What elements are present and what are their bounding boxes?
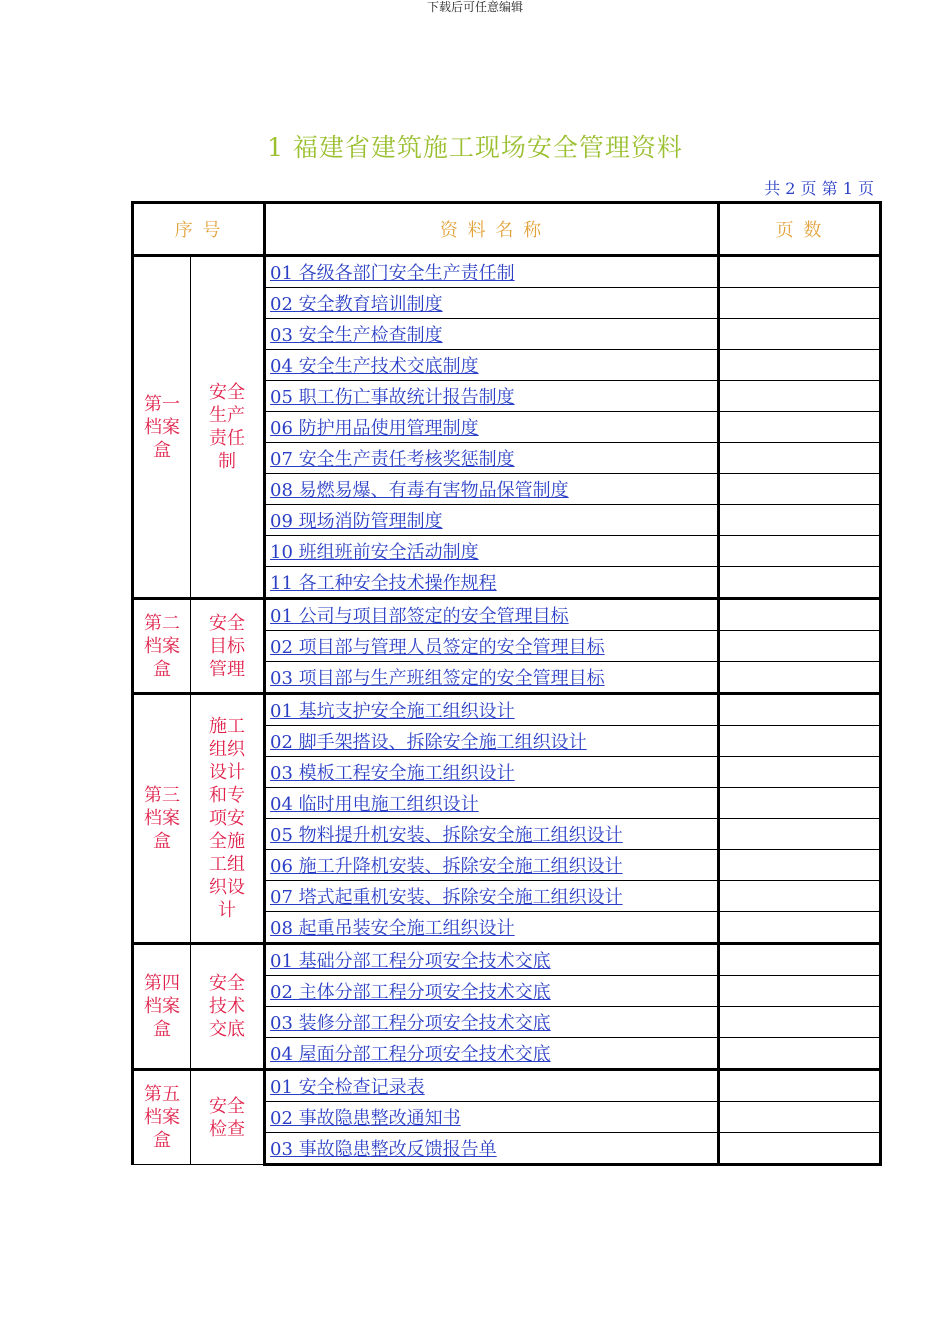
- document-link[interactable]: 01 安全检查记录表: [270, 1077, 425, 1098]
- document-link[interactable]: 03 安全生产检查制度: [270, 325, 443, 346]
- page-count-cell: [719, 319, 881, 350]
- page-info: 共 2 页 第 1 页: [764, 179, 874, 198]
- document-link[interactable]: 01 公司与项目部签定的安全管理目标: [270, 606, 569, 627]
- document-name-cell: [265, 1070, 719, 1102]
- page-count-cell: [719, 662, 881, 694]
- document-name-cell: [265, 788, 719, 819]
- document-name-cell: [265, 662, 719, 694]
- document-link[interactable]: 03 项目部与生产班组签定的安全管理目标: [270, 668, 605, 689]
- page-count-cell: [719, 757, 881, 788]
- page-count-cell: [719, 1070, 881, 1102]
- column-header-seq: 序 号: [133, 203, 265, 256]
- document-name-cell: [265, 256, 719, 288]
- page-count-cell: [719, 288, 881, 319]
- table-row: [133, 256, 881, 288]
- document-link[interactable]: 05 物料提升机安装、拆除安全施工组织设计: [270, 825, 623, 846]
- document-name-cell: [265, 944, 719, 976]
- document-name-cell: [265, 350, 719, 381]
- category-label: 安全 检查: [191, 1070, 265, 1165]
- page-count-cell: [719, 1038, 881, 1070]
- document-link[interactable]: 06 防护用品使用管理制度: [270, 418, 479, 439]
- header-note: 下载后可任意编辑: [426, 0, 523, 14]
- archive-box-label: 第五 档案 盒: [133, 1070, 191, 1165]
- document-link[interactable]: 05 职工伤亡事故统计报告制度: [270, 387, 515, 408]
- category-label: 安全 技术 交底: [191, 944, 265, 1070]
- page-count-cell: [719, 631, 881, 662]
- table-row: [133, 599, 881, 631]
- table-row: [133, 1070, 881, 1102]
- page-count-cell: [719, 1102, 881, 1133]
- page-count-cell: [719, 474, 881, 505]
- page-count-cell: [719, 381, 881, 412]
- document-name-cell: [265, 288, 719, 319]
- document-name-cell: [265, 976, 719, 1007]
- document-name-cell: [265, 1102, 719, 1133]
- document-name-cell: [265, 1133, 719, 1165]
- document-link[interactable]: 07 安全生产责任考核奖惩制度: [270, 449, 515, 470]
- document-link[interactable]: 03 模板工程安全施工组织设计: [270, 763, 515, 784]
- document-link[interactable]: 10 班组班前安全活动制度: [270, 542, 479, 563]
- document-link[interactable]: 09 现场消防管理制度: [270, 511, 443, 532]
- document-name-cell: [265, 536, 719, 567]
- document-link[interactable]: 04 屋面分部工程分项安全技术交底: [270, 1044, 551, 1065]
- document-name-cell: [265, 505, 719, 536]
- document-link[interactable]: 08 起重吊装安全施工组织设计: [270, 918, 515, 939]
- page-count-cell: [719, 567, 881, 599]
- page-count-cell: [719, 412, 881, 443]
- page-count-cell: [719, 788, 881, 819]
- page-count-cell: [719, 976, 881, 1007]
- page-count-cell: [719, 912, 881, 944]
- table-row: [133, 694, 881, 726]
- page-count-cell: [719, 819, 881, 850]
- document-link[interactable]: 03 事故隐患整改反馈报告单: [270, 1139, 497, 1160]
- document-link[interactable]: 02 安全教育培训制度: [270, 294, 443, 315]
- archive-box-label: 第四 档案 盒: [133, 944, 191, 1070]
- document-name-cell: [265, 631, 719, 662]
- table-body: [133, 256, 881, 1165]
- page-count-cell: [719, 505, 881, 536]
- page-count-cell: [719, 536, 881, 567]
- page-title: 1 福建省建筑施工现场安全管理资料: [267, 133, 683, 162]
- page-count-cell: [719, 1133, 881, 1165]
- document-name-cell: [265, 819, 719, 850]
- document-link[interactable]: 06 施工升降机安装、拆除安全施工组织设计: [270, 856, 623, 877]
- category-label: 安全 生产 责任 制: [191, 256, 265, 599]
- document-link[interactable]: 07 塔式起重机安装、拆除安全施工组织设计: [270, 887, 623, 908]
- document-name-cell: [265, 1038, 719, 1070]
- document-name-cell: [265, 694, 719, 726]
- document-name-cell: [265, 1007, 719, 1038]
- page-count-cell: [719, 443, 881, 474]
- document-link[interactable]: 04 临时用电施工组织设计: [270, 794, 479, 815]
- archive-box-label: 第三 档案 盒: [133, 694, 191, 944]
- document-name-cell: [265, 443, 719, 474]
- document-name-cell: [265, 881, 719, 912]
- document-name-cell: [265, 412, 719, 443]
- document-link[interactable]: 02 事故隐患整改通知书: [270, 1108, 461, 1129]
- table-row: [133, 944, 881, 976]
- page-count-cell: [719, 694, 881, 726]
- document-name-cell: [265, 599, 719, 631]
- document-name-cell: [265, 567, 719, 599]
- category-label: 安全 目标 管理: [191, 599, 265, 694]
- document-link[interactable]: 11 各工种安全技术操作规程: [270, 573, 497, 594]
- page-count-cell: [719, 599, 881, 631]
- document-link[interactable]: 01 基础分部工程分项安全技术交底: [270, 951, 551, 972]
- column-header-name: 资 料 名 称: [265, 203, 719, 256]
- page-count-cell: [719, 256, 881, 288]
- archive-box-label: 第二 档案 盒: [133, 599, 191, 694]
- page-count-cell: [719, 944, 881, 976]
- document-link[interactable]: 02 项目部与管理人员签定的安全管理目标: [270, 637, 605, 658]
- document-name-cell: [265, 757, 719, 788]
- document-link[interactable]: 01 基坑支护安全施工组织设计: [270, 701, 515, 722]
- archive-box-label: 第一 档案 盒: [133, 256, 191, 599]
- document-link[interactable]: 03 装修分部工程分项安全技术交底: [270, 1013, 551, 1034]
- document-name-cell: [265, 726, 719, 757]
- document-name-cell: [265, 912, 719, 944]
- page-count-cell: [719, 881, 881, 912]
- page-count-cell: [719, 1007, 881, 1038]
- column-header-pages: 页 数: [719, 203, 881, 256]
- document-name-cell: [265, 850, 719, 881]
- document-name-cell: [265, 474, 719, 505]
- page-count-cell: [719, 850, 881, 881]
- document-link[interactable]: 02 脚手架搭设、拆除安全施工组织设计: [270, 732, 587, 753]
- document-name-cell: [265, 381, 719, 412]
- document-link[interactable]: 01 各级各部门安全生产责任制: [270, 263, 515, 284]
- document-link[interactable]: 02 主体分部工程分项安全技术交底: [270, 982, 551, 1003]
- document-name-cell: [265, 319, 719, 350]
- document-link[interactable]: 04 安全生产技术交底制度: [270, 356, 479, 377]
- page-count-cell: [719, 350, 881, 381]
- document-link[interactable]: 08 易燃易爆、有毒有害物品保管制度: [270, 480, 569, 501]
- documents-table: [131, 201, 882, 1166]
- category-label: 施工 组织 设计 和专 项安 全施 工组 织设 计: [191, 694, 265, 944]
- page-count-cell: [719, 726, 881, 757]
